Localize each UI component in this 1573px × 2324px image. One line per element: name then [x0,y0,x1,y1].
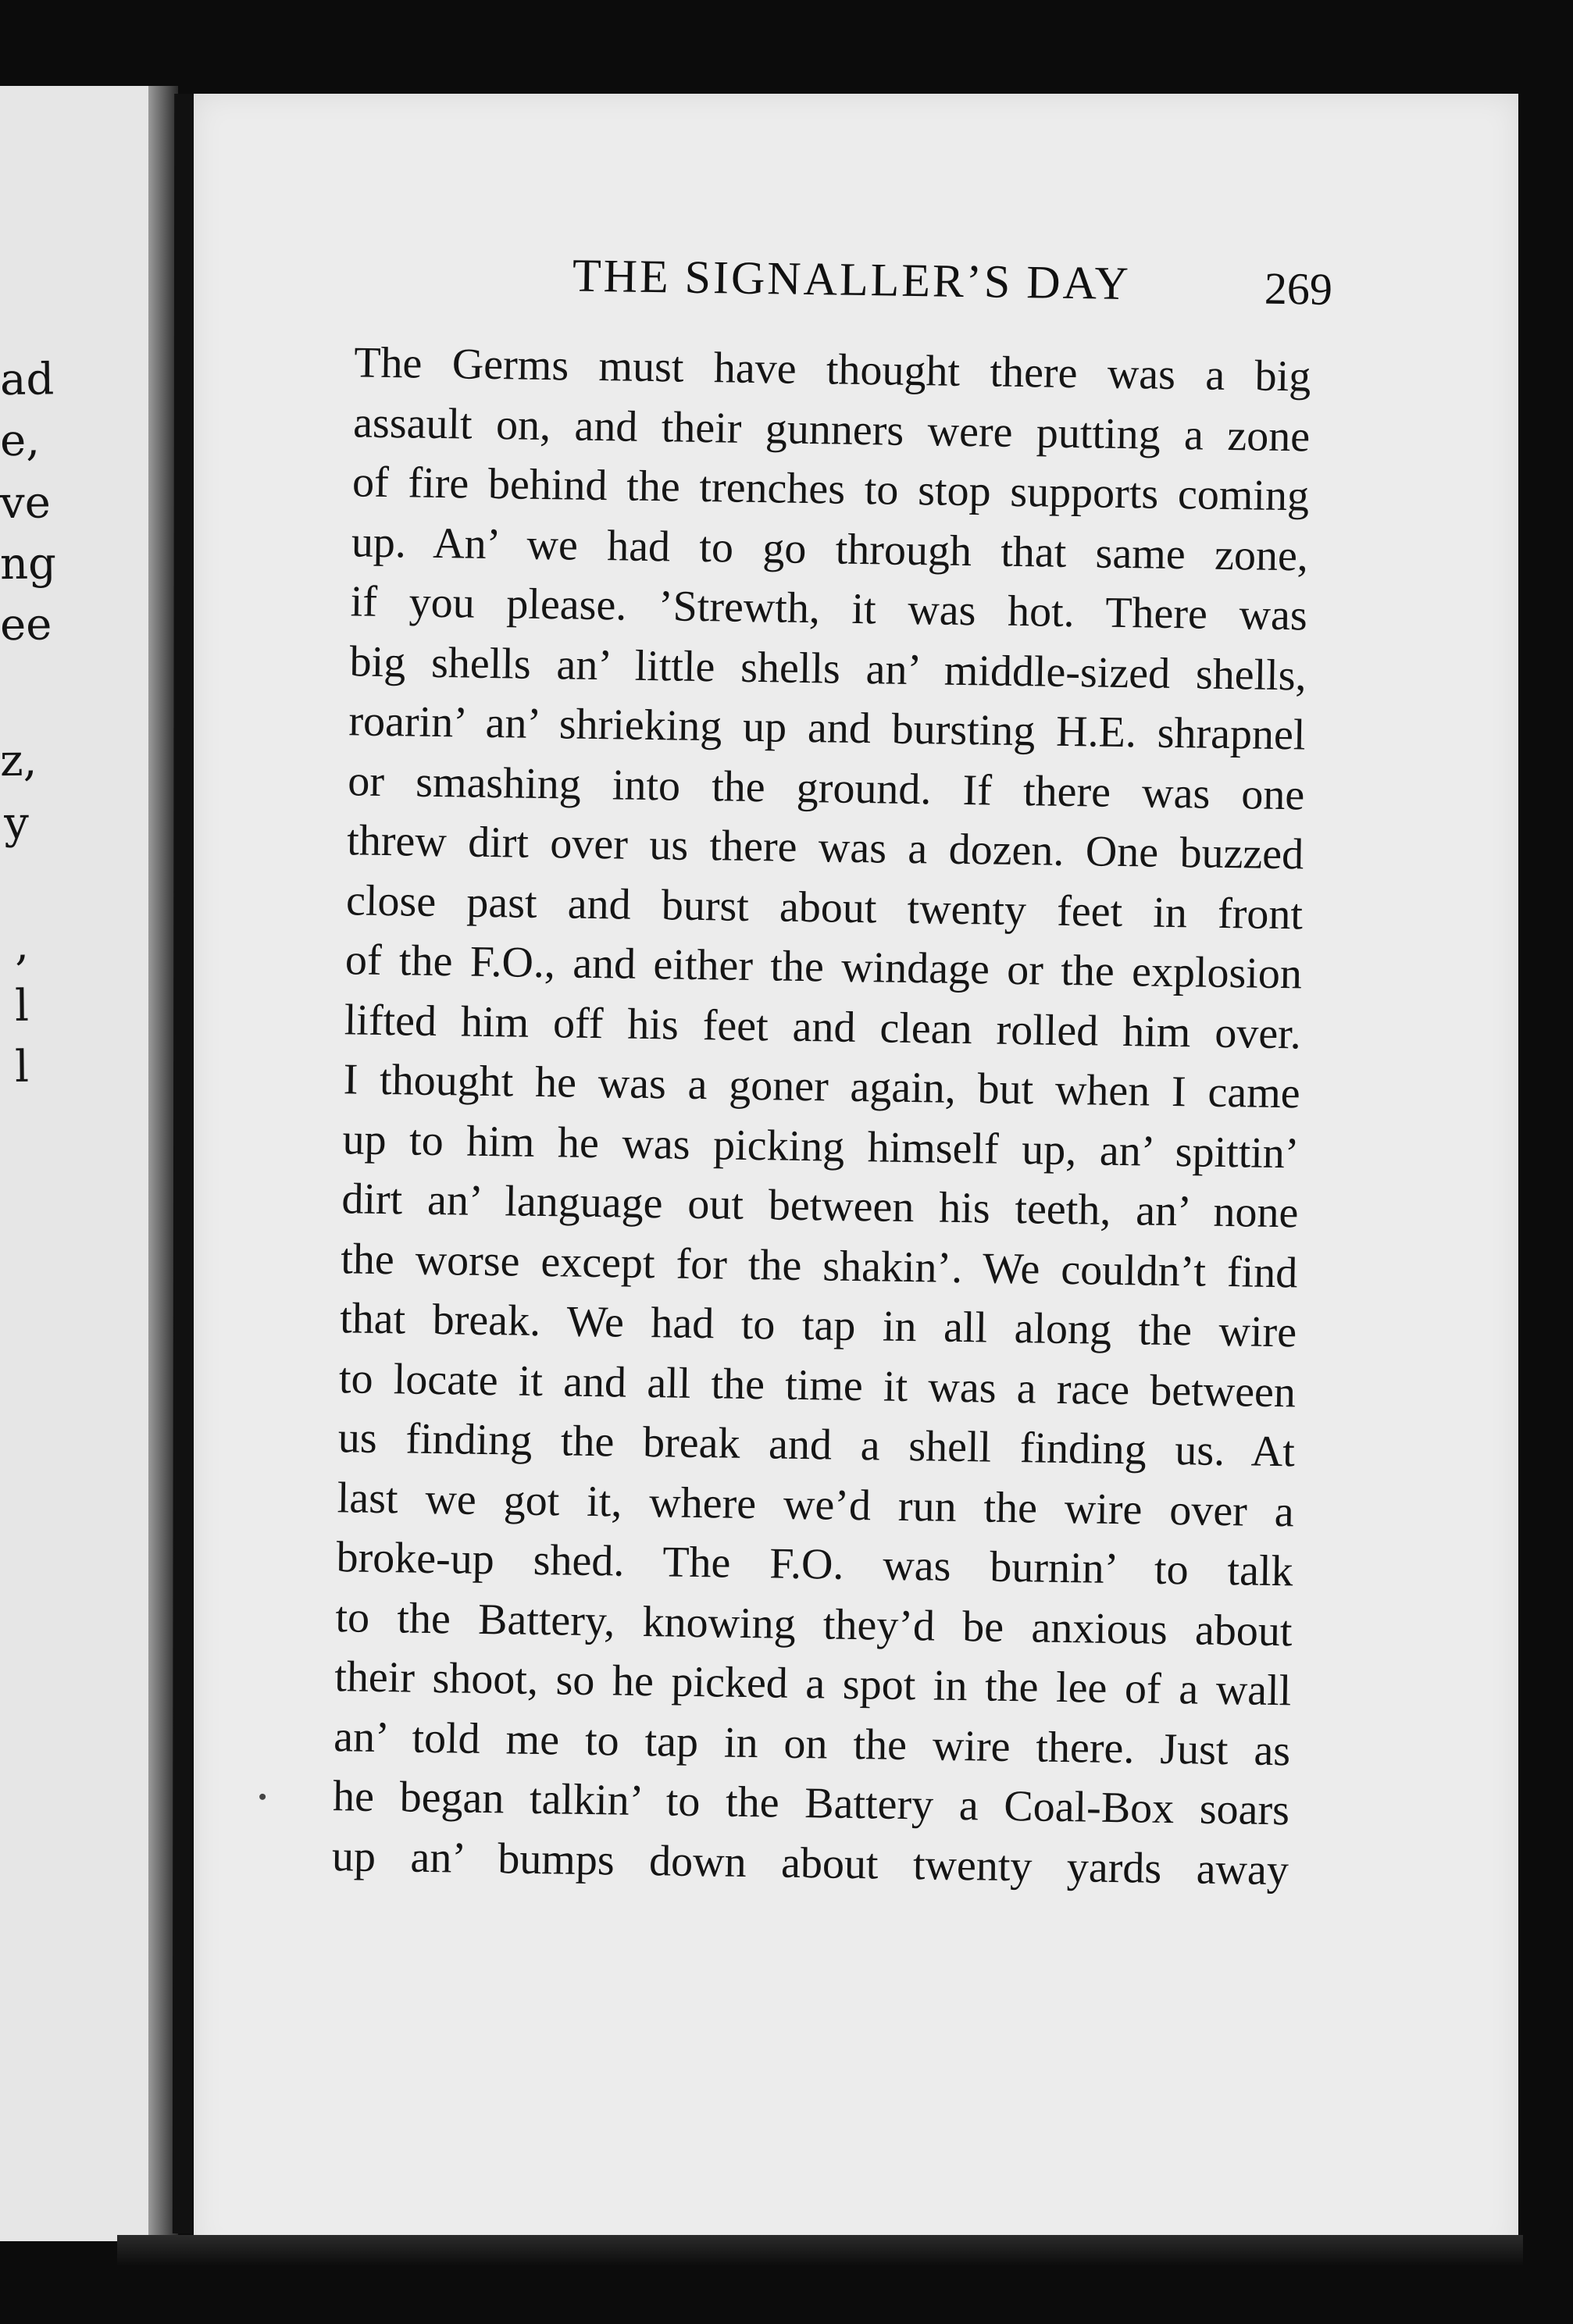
page-bottom-edge [117,2235,1523,2266]
text-line: close past and burst about twenty feet in front [345,875,1304,939]
text-line: roarin’ an’ shrieking up and bursting H.E. shrapnel [348,697,1306,760]
text-line: the worse except for the shakin’. We couldn’t find [340,1234,1298,1297]
book-page [194,94,1518,2257]
left-page-text: ad [0,354,55,406]
text-line: assault on, and their gunners were putting a zone [352,397,1311,462]
text-line: to locate it and all the time it was a race between [338,1353,1297,1417]
text-line: he began talkin’ to the Battery a Coal-Box soars [332,1772,1290,1835]
text-line: lifted him off his feet and clean rolled him over. [344,995,1302,1058]
text-line: broke-up shed. The F.O. was burnin’ to talk [336,1533,1293,1596]
body-text [331,333,1311,1900]
left-page-fragment [0,86,168,2241]
left-page-text: l [14,980,30,1032]
left-page-text: , [14,919,30,971]
page-content [178,84,1535,2267]
text-line: The Germs must have thought there was a big [353,338,1311,401]
left-page-text: ng [0,538,57,590]
running-head: THE SIGNALLER’S DAY [572,249,1132,310]
text-line: up to him he was picking himself up, an’ spittin’ [342,1114,1300,1178]
left-page-text: ve [0,477,52,529]
text-line: of fire behind the trenches to stop supports coming [351,458,1310,521]
page-number: 269 [1264,262,1333,315]
text-line: up. An’ we had to go through that same zone, [351,517,1309,580]
text-line: of the F.O., and either the windage or the explosion [344,936,1303,999]
margin-speck [259,1794,266,1800]
text-line: or smashing into the ground. If there was one [347,756,1305,819]
text-line: I thought he was a goner again, but when I came [343,1055,1301,1118]
text-line: big shells an’ little shells an’ middle-sized shells, [349,636,1307,700]
left-page-text: y [4,797,30,850]
text-line: last we got it, where we’d run the wire over a [337,1473,1295,1536]
left-page-text: l [14,1041,30,1092]
text-line: if you please. ’Strewth, it was hot. There was [350,577,1308,640]
left-page-text: z, [0,735,37,787]
text-line: us finding the break and a shell finding us. At [337,1413,1296,1477]
text-line: their shoot, so he picked a spot in the lee of a wall [334,1652,1292,1716]
left-page-text: e, [0,415,41,467]
text-line: an’ told me to tap in on the wire there. Just as [333,1712,1291,1775]
text-line: that break. We had to tap in all along the wire [339,1294,1297,1357]
left-page-text: ee [0,599,52,651]
text-line: dirt an’ language out between his teeth, an’ none [341,1174,1299,1238]
text-line: up an’ bumps down about twenty yards away [331,1831,1289,1894]
text-line: to the Battery, knowing they’d be anxious about [335,1592,1293,1656]
text-line: threw dirt over us there was a dozen. One buzzed [346,816,1304,879]
